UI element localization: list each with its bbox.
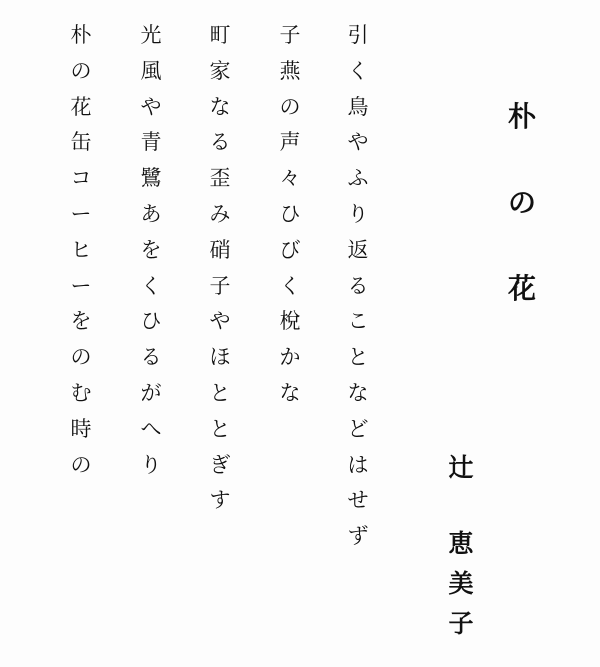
vertical-char: む (70, 380, 92, 405)
vertical-char: 声 (279, 130, 301, 155)
vertical-char: 花 (70, 94, 92, 119)
vertical-char: 子 (448, 609, 474, 638)
vertical-char: せ (347, 488, 369, 513)
vertical-char: の (70, 58, 92, 83)
vertical-char: 鷺 (140, 166, 162, 191)
vertical-char: と (347, 345, 369, 370)
vertical-char: が (140, 380, 162, 405)
vertical-char: 歪 (209, 166, 231, 191)
vertical-char: 子 (209, 273, 231, 298)
vertical-char: ひ (279, 201, 301, 226)
author-family-name: 辻 (448, 453, 474, 482)
vertical-char: の (507, 186, 536, 219)
vertical-char: の (279, 94, 301, 119)
vertical-char: 光 (140, 23, 162, 47)
vertical-char: や (140, 94, 162, 119)
vertical-char: る (209, 130, 231, 155)
vertical-char: る (347, 273, 369, 298)
vertical-char: と (209, 416, 231, 441)
haiku-line-2 (275, 18, 305, 412)
vertical-char: 缶 (70, 130, 92, 155)
vertical-char: る (140, 345, 162, 370)
vertical-char: 引 (347, 23, 369, 47)
vertical-char: 風 (140, 58, 162, 83)
vertical-char: ず (347, 524, 369, 549)
vertical-char: 花 (507, 272, 536, 305)
vertical-char: 梲 (279, 309, 301, 334)
author-given-name (448, 524, 473, 644)
vertical-char: や (347, 130, 369, 155)
vertical-char: み (209, 201, 231, 226)
vertical-char: 燕 (279, 58, 301, 83)
vertical-char: 町 (209, 23, 231, 47)
vertical-char: く (347, 58, 369, 83)
vertical-char: ー (70, 273, 92, 298)
vertical-char: へ (140, 416, 162, 441)
vertical-char: り (140, 452, 162, 477)
vertical-char: 鳥 (347, 94, 369, 119)
vertical-char: 時 (70, 416, 92, 441)
vertical-char: 朴 (70, 23, 92, 47)
haiku-line-5 (66, 18, 96, 483)
vertical-char: は (347, 452, 369, 477)
vertical-char: 恵 (448, 529, 474, 558)
haiku-line-3 (205, 18, 235, 519)
vertical-char: 硝 (209, 237, 231, 262)
vertical-char: あ (140, 201, 162, 226)
vertical-char: や (209, 309, 231, 334)
vertical-char: を (70, 309, 92, 334)
vertical-char: り (347, 201, 369, 226)
vertical-char: 子 (279, 23, 301, 47)
vertical-char: こ (347, 309, 369, 334)
vertical-char: く (279, 273, 301, 298)
vertical-char: コ (70, 166, 92, 191)
vertical-char: ほ (209, 345, 231, 370)
vertical-char: な (279, 380, 301, 405)
vertical-char: な (347, 380, 369, 405)
vertical-char: す (209, 488, 231, 513)
vertical-char: ヒ (70, 237, 92, 262)
vertical-char: 返 (347, 237, 369, 262)
vertical-char: 家 (209, 58, 231, 83)
vertical-char: ど (347, 416, 369, 441)
poem-title (502, 92, 542, 350)
author-name (443, 448, 479, 644)
vertical-char: と (209, 380, 231, 405)
vertical-char: ー (70, 201, 92, 226)
vertical-char: び (279, 237, 301, 262)
haiku-line-4 (136, 18, 166, 483)
vertical-char: の (70, 345, 92, 370)
vertical-char: 青 (140, 130, 162, 155)
vertical-char: 々 (279, 166, 301, 191)
haiku-line-1 (343, 18, 373, 555)
vertical-char: か (279, 345, 301, 370)
vertical-char: ぎ (209, 452, 231, 477)
vertical-char: ふ (347, 166, 369, 191)
vertical-char: ひ (140, 309, 162, 334)
vertical-char: 美 (448, 569, 474, 598)
vertical-char: の (70, 452, 92, 477)
vertical-char: を (140, 237, 162, 262)
vertical-char: な (209, 94, 231, 119)
vertical-char: く (140, 273, 162, 298)
vertical-char: 朴 (507, 100, 536, 133)
